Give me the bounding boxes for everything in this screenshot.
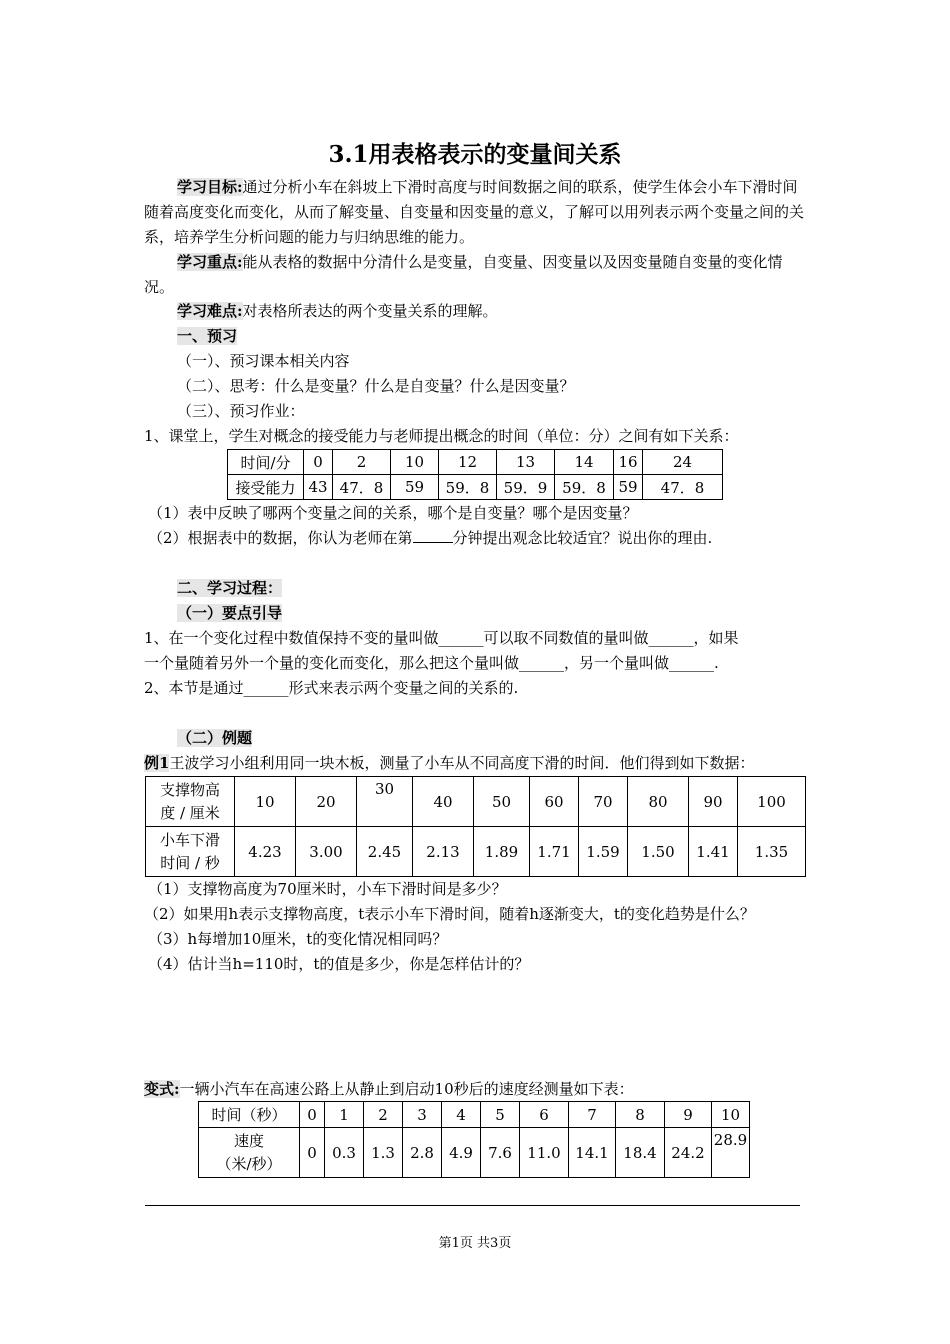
- table-row: 接受能力 43 47．8 59 59．8 59．9 59．8 59 47．8: [228, 475, 723, 500]
- process-heading: 二、学习过程：: [177, 579, 283, 597]
- variant-intro: 变式:一辆小汽车在高速公路上从静止到启动10秒后的速度经测量如下表：: [144, 1080, 634, 1098]
- table-row: 时间（秒） 0 1 2 3 4 5 6 7 8 9 10: [199, 1102, 750, 1128]
- table-row: 小车下滑 时间 / 秒 4.23 3.00 2.45 2.13 1.89 1.71 1.59 1.50 1.41 1.35: [146, 827, 806, 877]
- goal-text: 通过分析小车在斜坡上下滑时高度与时间数据之间的联系，使学生体会小车下滑时间随着高度变化而变化，从而了解变量、自变量和因变量的意义，了解可以用列表示两个变量之间的关系，培养学生分析问题的能力与归纳思维的能力。: [144, 178, 805, 246]
- preview-item-1: （一）、预习课本相关内容: [177, 352, 350, 370]
- table-row: 时间/分 0 2 10 12 13 14 16 24: [228, 450, 723, 475]
- learning-difficulty: [144, 299, 806, 324]
- example-question-2: （2）如果用h表示支撑物高度，t表示小车下滑时间，随着h逐渐变大，t的变化趋势是什么？: [144, 905, 755, 923]
- goal-label: 学习目标:: [177, 178, 243, 196]
- footer-divider: [145, 1205, 800, 1206]
- process-sub-heading: （一）要点引导: [177, 604, 283, 622]
- example-heading: （二）例题: [177, 729, 253, 747]
- key-text: 能从表格的数据中分清什么是变量，自变量、因变量以及因变量随自变量的变化情况。: [144, 253, 783, 296]
- example-intro: 例1王波学习小组利用同一块木板，测量了小车从不同高度下滑的时间．他们得到如下数据：: [144, 754, 755, 772]
- attention-table: [227, 449, 723, 500]
- learning-goal: [144, 175, 806, 250]
- car-speed-table: [198, 1101, 750, 1178]
- example-question-3: （3）h每增加10厘米，t的变化情况相同吗？: [148, 930, 448, 948]
- process-line-3: 2、本节是通过______形式来表示两个变量之间的关系的.: [144, 679, 519, 697]
- table-row: 速度 （米/秒） 0 0.3 1.3 2.8 4.9 7.6 11.0 14.1 18.4 24.2 28.9: [199, 1128, 750, 1178]
- slope-table: [145, 776, 806, 877]
- process-line-1: 1、在一个变化过程中数值保持不变的量叫做______可以取不同数值的量叫做______，如果: [144, 629, 739, 647]
- preview-heading: 一、预习: [177, 327, 238, 345]
- diff-label: 学习难点:: [177, 302, 243, 320]
- example-question-4: （4）估计当h=110时，t的值是多少，你是怎样估计的？: [148, 955, 530, 973]
- preview-sub-1: （1）表中反映了哪两个变量之间的关系，哪个是自变量？哪个是因变量？: [148, 504, 638, 522]
- page-number: 第1页 共3页: [438, 1236, 512, 1251]
- preview-sub-2: （2）根据表中的数据，你认为老师在第 分钟提出观念比较适宜？说出你的理由.: [148, 526, 810, 551]
- process-line-2: 一个量随着另外一个量的变化而变化，那么把这个量叫做______，另一个量叫做______.: [144, 654, 719, 672]
- table-row: 支撑物高 度 / 厘米 10 20 30 40 50 60 70 80 90 100: [146, 777, 806, 827]
- example-question-1: （1）支撑物高度为70厘米时，小车下滑时间是多少？: [148, 880, 507, 898]
- preview-item-2: （二）、思考：什么是变量？什么是自变量？什么是因变量？: [177, 377, 575, 395]
- diff-text: 对表格所表达的两个变量关系的理解。: [242, 302, 498, 320]
- learning-key: [144, 250, 806, 300]
- preview-item-3: （三）、预习作业：: [177, 402, 305, 420]
- preview-question-1: 1、课堂上，学生对概念的接受能力与老师提出概念的时间（单位：分）之间有如下关系：: [144, 427, 739, 445]
- key-label: 学习重点:: [177, 253, 243, 271]
- page-title: 3.1用表格表示的变量间关系: [328, 141, 622, 168]
